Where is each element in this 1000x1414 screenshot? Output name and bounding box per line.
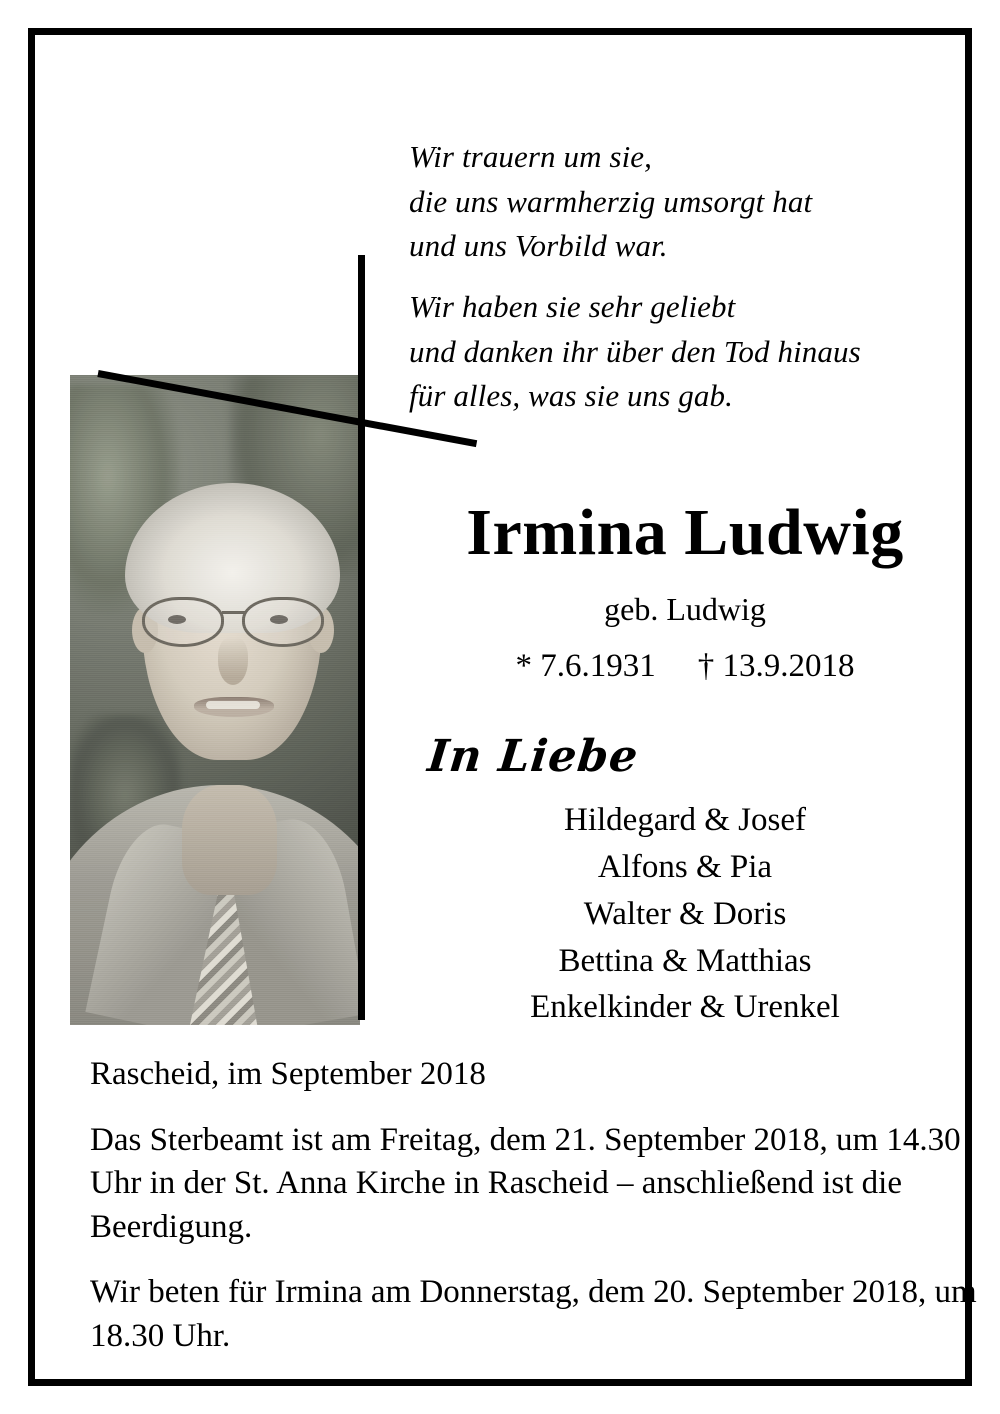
in-love-heading: In Liebe <box>425 731 641 782</box>
poem-line: und danken ihr über den Tod hinaus <box>409 333 861 369</box>
list-item: Hildegard & Josef <box>564 802 806 838</box>
death-date: † 13.9.2018 <box>697 648 855 684</box>
list-item: Enkelkinder & Urenkel <box>530 989 840 1026</box>
birth-date: * 7.6.1931 <box>515 648 656 684</box>
list-item: Walter & Doris <box>583 895 787 932</box>
poem-line: Wir trauern um sie, <box>409 139 653 174</box>
poem-line: die uns warmherzig umsorgt hat <box>409 183 813 219</box>
list-item: Bettina & Matthias <box>558 942 812 979</box>
place-and-date: Rascheid, im September 2018 <box>90 1056 486 1092</box>
maiden-name: geb. Ludwig <box>604 591 766 627</box>
family-list <box>375 797 995 1031</box>
funeral-service-text: Das Sterbeamt ist am Freitag, dem 21. September 2018, um 14.30 Uhr in der St. Anna Kirche in Rascheid – anschließend ist die Beerdigung. <box>90 1121 961 1245</box>
list-item: Alfons & Pia <box>597 848 773 885</box>
portrait-photo <box>70 375 360 1025</box>
poem-line: und uns Vorbild war. <box>409 228 668 264</box>
prayer-text: Wir beten für Irmina am Donnerstag, dem 20. September 2018, um 18.30 Uhr. <box>90 1274 977 1354</box>
poem-line: Wir haben sie sehr geliebt <box>409 288 736 324</box>
deceased-name: Irmina Ludwig <box>466 496 904 569</box>
service-information <box>90 1053 980 1358</box>
memorial-poem <box>409 135 989 419</box>
notice-frame <box>28 28 977 1386</box>
cross-vertical-bar <box>358 255 365 1020</box>
poem-stanza-2 <box>409 285 989 419</box>
life-dates <box>375 648 995 685</box>
photo-grain <box>70 375 360 1025</box>
poem-stanza-1 <box>409 135 989 269</box>
poem-line: für alles, was sie uns gab. <box>409 378 733 414</box>
